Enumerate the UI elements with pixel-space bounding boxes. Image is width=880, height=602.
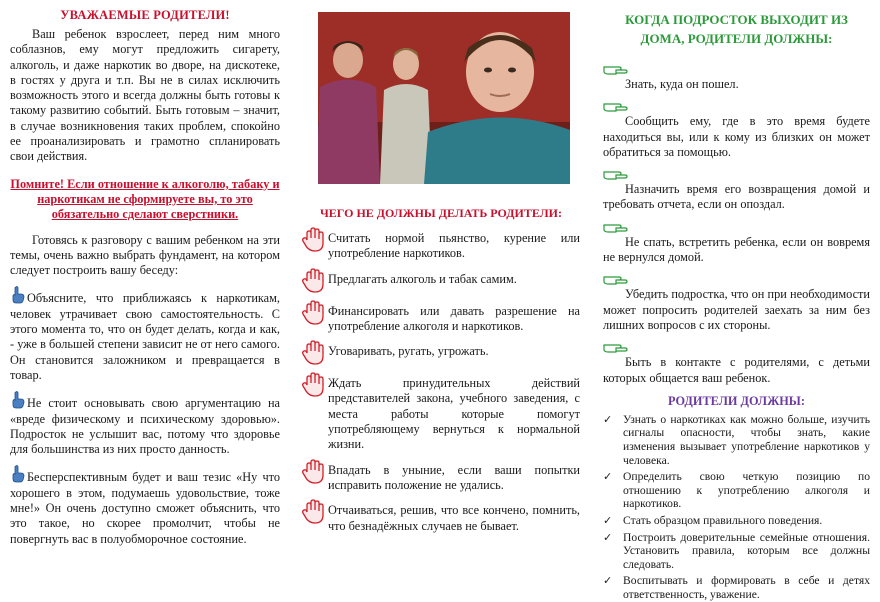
must-text: Убедить подростка, что он при необходимости может попросить родителей заехать за ним без лишних вопросов с их стороны. bbox=[603, 287, 870, 332]
stop-hand-icon bbox=[302, 300, 326, 326]
checkmark-icon: ✓ bbox=[603, 412, 613, 426]
checklist-text: Узнать о наркотиках как можно больше, изучить сигналы опасности, чтобы знать, какие изменения вызывает употребление наркотиков у человека. bbox=[623, 412, 870, 467]
checklist-item bbox=[603, 470, 870, 511]
must-text: Сообщить ему, где в это время будете находиться вы, или к кому из близких он может обратиться за помощью. bbox=[603, 114, 870, 159]
dont-text: Предлагать алкоголь и табак самим. bbox=[328, 271, 517, 286]
stop-hand-icon bbox=[302, 459, 326, 485]
col3-subtitle: РОДИТЕЛИ ДОЛЖНЫ: bbox=[668, 393, 805, 408]
checklist-item bbox=[603, 574, 870, 601]
checklist-text: Воспитывать и формировать в себе и детях ответственность, уважение. bbox=[623, 574, 870, 601]
dont-item bbox=[302, 272, 580, 294]
must-item bbox=[603, 167, 870, 213]
pointing-hand-icon bbox=[10, 391, 26, 409]
must-text: Знать, куда он пошел. bbox=[625, 77, 739, 91]
parents-checklist bbox=[603, 413, 870, 602]
checklist-item bbox=[603, 413, 870, 467]
advice-text: Не стоит основывать свою аргументацию на «вреде физическому и психическому здоровью». Подросток не услышит вас, потому что здоровье для большинства из них просто данность. bbox=[10, 396, 280, 457]
must-text: Быть в контакте с родителями, с детьми которых общается ваш ребенок. bbox=[603, 355, 870, 385]
advice-text: Объясните, что приближаясь к наркотикам, человек утрачивает свою самостоятельность. С этого момента то, что он будет делать, когда и как, - уже в большей степени зависит не от него самого. Он становится заложником и превращается в товар. bbox=[10, 291, 280, 382]
must-item bbox=[603, 220, 870, 266]
checklist-item bbox=[603, 514, 870, 528]
dont-text: Уговаривать, ругать, угрожать. bbox=[328, 344, 489, 359]
checklist-text: Определить свою четкую позицию по отношению к употреблению алкоголя и наркотиков. bbox=[623, 470, 870, 511]
stop-hand-icon bbox=[302, 268, 326, 294]
stop-hand-icon bbox=[302, 499, 326, 525]
advice-item bbox=[10, 391, 280, 457]
must-text: Назначить время его возвращения домой и требовать отчета, если он опоздал. bbox=[603, 182, 870, 212]
advice-text: Бесперспективным будет и ваш тезис «Ну что хорошего в этом, подумаешь удовольствие, тоже мне!» Он очень доступно сможет объяснить, что это такое, но скорее промолчит, чтобы не повергнуть вас в полуобморочное состояние. bbox=[10, 470, 280, 546]
must-item bbox=[603, 272, 870, 333]
checkmark-icon: ✓ bbox=[603, 530, 613, 544]
column-must-do bbox=[595, 0, 880, 601]
dont-item bbox=[302, 503, 580, 534]
dont-text: Впадать в уныние, если ваши попытки исправить положение не удались. bbox=[328, 462, 580, 492]
checkmark-icon: ✓ bbox=[603, 574, 613, 588]
dont-text: Считать нормой пьянство, курение или употребление наркотиков. bbox=[328, 231, 580, 261]
pointing-hand-icon bbox=[10, 465, 26, 483]
col2-title: ЧЕГО НЕ ДОЛЖНЫ ДЕЛАТЬ РОДИТЕЛИ: bbox=[319, 206, 563, 220]
col3-title: КОГДА ПОДРОСТОК ВЫХОДИТ ИЗ ДОМА, РОДИТЕЛИ ДОЛЖНЫ: bbox=[625, 12, 848, 46]
teenagers-illustration bbox=[318, 12, 570, 184]
pointing-finger-icon bbox=[603, 62, 633, 76]
pointing-finger-icon bbox=[603, 99, 633, 113]
dont-item bbox=[302, 376, 580, 452]
remember-note: Помните! Если отношение к алкоголю, табаку и наркотикам не сформируете вы, то это обязательно сделают сверстники. bbox=[10, 176, 280, 222]
checklist-item bbox=[603, 531, 870, 572]
col1-title: УВАЖАЕМЫЕ РОДИТЕЛИ! bbox=[60, 8, 230, 22]
pointing-hand-icon bbox=[10, 286, 26, 304]
advice-item bbox=[10, 465, 280, 546]
dont-item bbox=[302, 304, 580, 335]
column-do-not bbox=[296, 0, 586, 589]
stop-hand-icon bbox=[302, 372, 326, 398]
dont-item bbox=[302, 231, 580, 262]
checklist-text: Стать образцом правильного поведения. bbox=[623, 514, 823, 528]
stop-hand-icon bbox=[302, 227, 326, 253]
col1-prepare: Готовясь к разговору с вашим ребенком на эти темы, очень важно выбрать фундамент, на котором следует построить вашу беседу: bbox=[10, 232, 280, 278]
must-item bbox=[603, 62, 870, 92]
checkmark-icon: ✓ bbox=[603, 514, 613, 528]
dont-text: Финансировать или давать разрешение на употребление алкоголя и наркотиков. bbox=[328, 303, 580, 333]
pointing-finger-icon bbox=[603, 340, 633, 354]
dont-text: Отчаиваться, решив, что все кончено, помнить, что безнадёжных случаев не бывает. bbox=[328, 503, 580, 533]
must-text: Не спать, встретить ребенка, если он вовремя не вернулся домой. bbox=[603, 234, 870, 265]
teenagers-photo bbox=[318, 12, 570, 184]
col1-intro: Ваш ребенок взрослеет, перед ним много соблазнов, ему могут предложить сигарету, алкоголь, и даже наркотик во дворе, на дискотеке, в гостях у друга и т.п. Вы не в силах исключить возможность этого и всегда должны быть готовы к такому развитию событий. Быть готовым – значит, в случае возникновения таких проблем, спокойно ее проанализировать и грамотно спланировать свои действия. bbox=[10, 27, 280, 164]
must-item bbox=[603, 99, 870, 160]
dont-item bbox=[302, 463, 580, 494]
advice-item bbox=[10, 286, 280, 383]
dont-item bbox=[302, 344, 580, 366]
stop-hand-icon bbox=[302, 340, 326, 366]
dont-text: Ждать принудительных действий представителей закона, учебного заведения, с места работы которые помогут употребляющему вернуться к нормальной жизни. bbox=[328, 376, 580, 452]
pointing-finger-icon bbox=[603, 167, 633, 181]
column-parents-advice bbox=[0, 0, 290, 589]
checklist-text: Построить доверительные семейные отношения. Установить правила, которым все должны следовать. bbox=[623, 530, 870, 571]
must-item bbox=[603, 340, 870, 386]
checkmark-icon: ✓ bbox=[603, 470, 613, 484]
pointing-finger-icon bbox=[603, 272, 633, 286]
pointing-finger-icon bbox=[603, 220, 633, 234]
